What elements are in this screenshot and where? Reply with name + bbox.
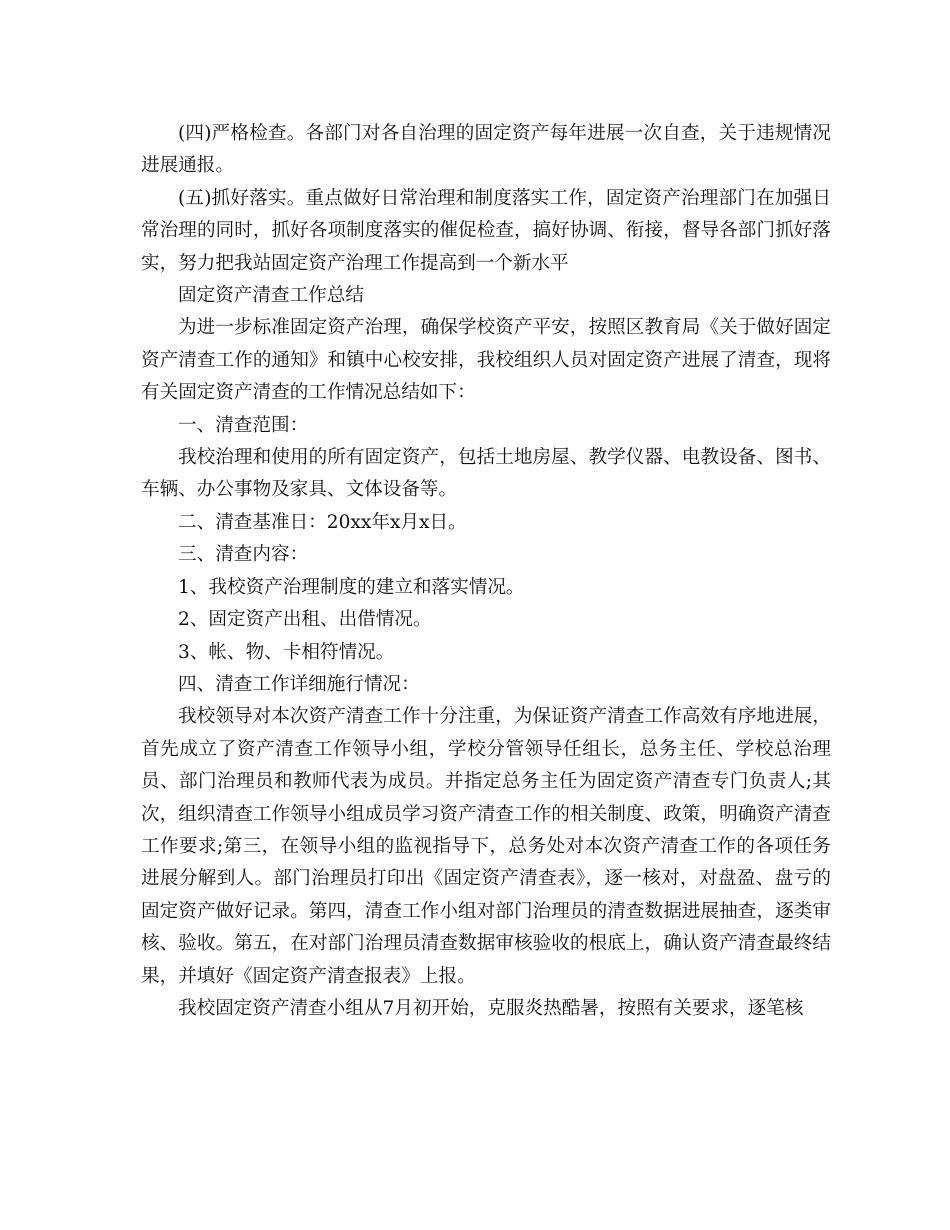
section-title: 固定资产清查工作总结 bbox=[178, 285, 364, 307]
paragraph-strict-inspection: (四)严格检查。各部门对各自治理的固定资产每年进展一次自查，关于违规情况进展通报。 bbox=[141, 123, 831, 177]
paragraph-continuation: 我校固定资产清查小组从7月初开始，克服炎热酷暑，按照有关要求，逐笔核 bbox=[178, 997, 804, 1019]
paragraph-introduction: 为进一步标准固定资产治理，确保学校资产平安，按照区教育局《关于做好固定资产清查工作的通知》和镇中心校安排，我校组织人员对固定资产进展了清查，现将有关固定资产清查的工作情况总结如下： bbox=[141, 317, 831, 404]
list-item: 3、帐、物、卡相符情况。 bbox=[178, 641, 395, 663]
paragraph-implementation: (五)抓好落实。重点做好日常治理和制度落实工作，固定资产治理部门在加强日常治理的同时，抓好各项制度落实的催促检查，搞好协调、衔接，督导各部门抓好落实，努力把我站固定资产治理工作提高到一个新水平 bbox=[141, 187, 831, 274]
heading-implementation: 四、清查工作详细施行情况： bbox=[178, 673, 420, 695]
heading-base-date: 二、清查基准日：20xx年x月x日。 bbox=[178, 511, 467, 533]
paragraph-scope: 我校治理和使用的所有固定资产，包括土地房屋、教学仪器、电教设备、图书、车辆、办公事物及家具、文体设备等。 bbox=[141, 447, 831, 501]
list-item: 1、我校资产治理制度的建立和落实情况。 bbox=[178, 576, 525, 598]
heading-scope: 一、清查范围： bbox=[178, 414, 309, 436]
paragraph-implementation-details: 我校领导对本次资产清查工作十分注重，为保证资产清查工作高效有序地进展，首先成立了资产清查工作领导小组，学校分管领导任组长，总务主任、学校总治理员、部门治理员和教师代表为成员。并指定总务主任为固定资产清查专门负责人;其次，组织清查工作领导小组成员学习资产清查工作的相关制度、政策，明确资产清查工作要求;第三，在领导小组的监视指导下，总务处对本次资产清查工作的各项任务进展分解到人。部门治理员打印出《固定资产清查表》，逐一核对，对盘盈、盘亏的固定资产做好记录。第四，清查工作小组对部门治理员的清查数据进展抽查，逐类审核、验收。第五，在对部门治理员清查数据审核验收的根底上，确认资产清查最终结果，并填好《固定资产清查报表》上报。 bbox=[141, 706, 831, 987]
document-body bbox=[141, 118, 831, 1025]
list-item: 2、固定资产出租、出借情况。 bbox=[178, 609, 432, 631]
heading-contents: 三、清查内容： bbox=[178, 544, 309, 566]
